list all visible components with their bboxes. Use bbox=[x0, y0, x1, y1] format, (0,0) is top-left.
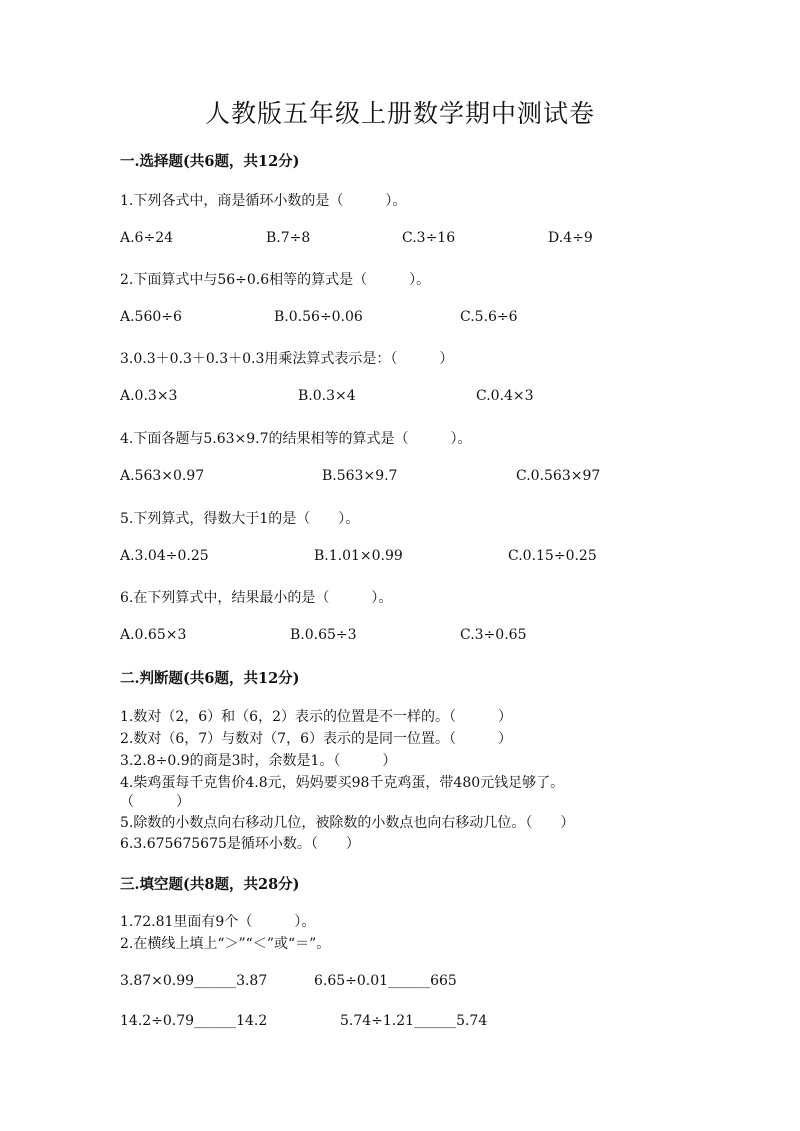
question-text: 6.在下列算式中，结果最小的是（ ）。 bbox=[120, 590, 393, 606]
option-c: C.3÷16 bbox=[402, 230, 456, 246]
question-text: 5.下列算式，得数大于1的是（ ）。 bbox=[120, 511, 360, 527]
option-c: C.0.15÷0.25 bbox=[508, 548, 597, 564]
compare-expression: 3.87×0.99______3.87 bbox=[120, 973, 268, 989]
compare-expression: 5.74÷1.21______5.74 bbox=[340, 1013, 488, 1029]
option-a: A.3.04÷0.25 bbox=[120, 548, 209, 564]
judge-item: 2.数对（6，7）与数对（7，6）表示的是同一位置。（ ） bbox=[120, 731, 512, 747]
option-b: B.0.56÷0.06 bbox=[274, 309, 363, 325]
judge-item: 4.柴鸡蛋每千克售价4.8元，妈妈要买98千克鸡蛋，带480元钱足够了。 bbox=[120, 775, 565, 791]
judge-item: 3.2.8÷0.9的商是3时，余数是1。（ ） bbox=[120, 753, 397, 769]
question-text: 1.下列各式中，商是循环小数的是（ ）。 bbox=[120, 193, 407, 209]
option-b: B.0.65÷3 bbox=[290, 627, 357, 643]
fill-question: 1.72.81里面有9个（ ）。 bbox=[120, 914, 316, 930]
option-b: B.7÷8 bbox=[266, 230, 311, 246]
option-a: A.560÷6 bbox=[120, 309, 182, 325]
option-b: B.0.3×4 bbox=[298, 388, 356, 404]
option-c: C.0.563×97 bbox=[516, 468, 601, 484]
judge-item: 6.3.675675675是循环小数。（ ） bbox=[120, 836, 360, 852]
option-a: A.0.65×3 bbox=[120, 627, 187, 643]
option-b: B.1.01×0.99 bbox=[314, 548, 403, 564]
option-c: C.3÷0.65 bbox=[460, 627, 527, 643]
judge-item-continuation: （ ） bbox=[120, 794, 190, 810]
judge-item: 1.数对（2，6）和（6，2）表示的位置是不一样的。（ ） bbox=[120, 709, 512, 725]
option-b: B.563×9.7 bbox=[322, 468, 398, 484]
option-c: C.0.4×3 bbox=[476, 388, 534, 404]
question-text: 3.0.3＋0.3＋0.3＋0.3用乘法算式表示是：（ ） bbox=[120, 351, 454, 367]
question-text: 4.下面各题与5.63×9.7的结果相等的算式是（ ）。 bbox=[120, 431, 472, 447]
fill-question: 2.在横线上填上“＞”“＜”或“＝”。 bbox=[120, 936, 331, 952]
question-text: 2.下面算式中与56÷0.6相等的算式是（ ）。 bbox=[120, 272, 431, 288]
section-heading-choice: 一.选择题(共6题，共12分) bbox=[120, 153, 300, 170]
section-heading-judge: 二.判断题(共6题，共12分) bbox=[120, 670, 300, 687]
option-d: D.4÷9 bbox=[548, 230, 593, 246]
page-title: 人教版五年级上册数学期中测试卷 bbox=[204, 99, 595, 128]
section-heading-fill: 三.填空题(共8题，共28分) bbox=[120, 876, 300, 893]
compare-expression: 6.65÷0.01______665 bbox=[314, 973, 457, 989]
option-a: A.6÷24 bbox=[120, 230, 174, 246]
compare-expression: 14.2÷0.79______14.2 bbox=[120, 1013, 268, 1029]
option-a: A.563×0.97 bbox=[120, 468, 205, 484]
judge-item: 5.除数的小数点向右移动几位，被除数的小数点也向右移动几位。（ ） bbox=[120, 815, 575, 831]
option-c: C.5.6÷6 bbox=[460, 309, 518, 325]
option-a: A.0.3×3 bbox=[120, 388, 178, 404]
